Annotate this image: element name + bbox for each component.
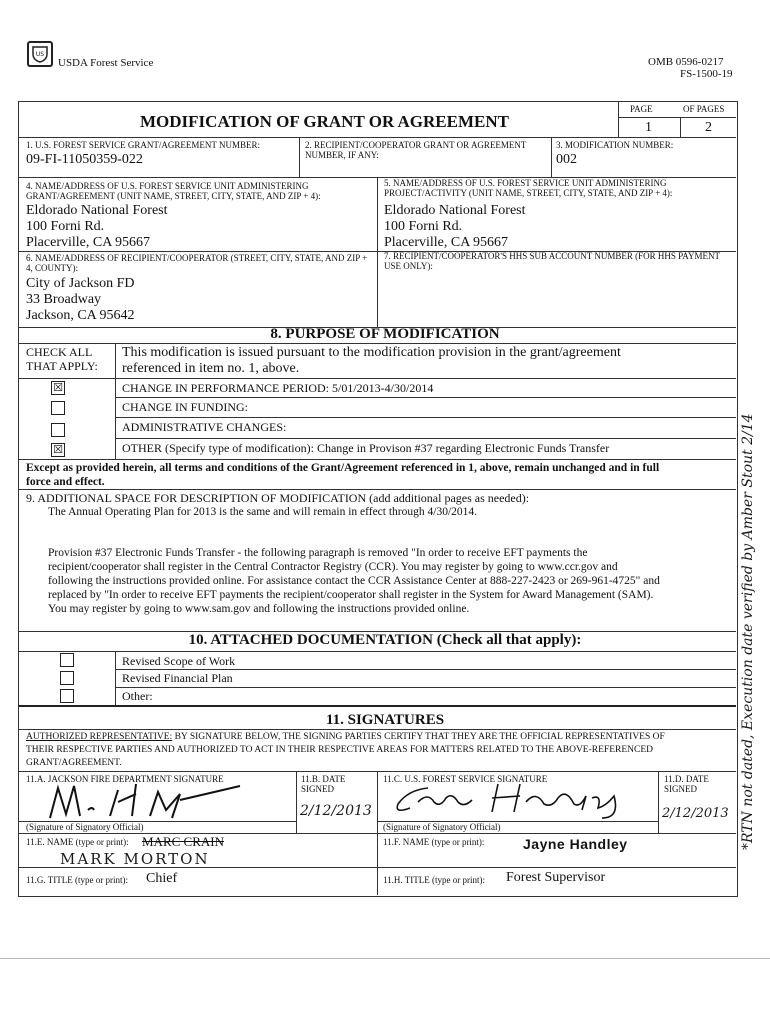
except-line-1: Except as provided herein, all terms and conditions of the Grant/Agreement referenced in 1, above, remain unchanged and in full	[26, 462, 660, 474]
field-4-line-1: Eldorado National Forest	[26, 203, 168, 218]
checkbox-funding[interactable]	[51, 401, 65, 415]
checkbox-performance-period[interactable]: ☒	[51, 381, 65, 395]
field-11e-handwritten: MARK MORTON	[60, 850, 210, 868]
field-11h-value: Forest Supervisor	[506, 870, 606, 885]
field-5-line-2: 100 Forni Rd.	[384, 219, 463, 234]
form-title: MODIFICATION OF GRANT OR AGREEMENT	[140, 112, 509, 131]
field-3-value: 002	[556, 152, 577, 167]
checkbox-revised-financial[interactable]	[60, 671, 74, 685]
attached-item-scope: Revised Scope of Work	[122, 654, 236, 668]
field-2-label	[305, 140, 545, 160]
cert-line-1: BY SIGNATURE BELOW, THE SIGNING PARTIES CERTIFY THAT THEY ARE THE OFFICIAL REPRESENTATIVES OF	[172, 732, 665, 742]
field-1-label: 1. U.S. FOREST SERVICE GRANT/AGREEMENT NUMBER:	[26, 140, 260, 150]
check-all-line-1: CHECK ALL	[26, 345, 93, 359]
field-11c-label: 11.C. U.S. FOREST SERVICE SIGNATURE	[383, 774, 548, 784]
shield-icon	[29, 43, 51, 65]
purpose-intro-line-2: referenced in item no. 1, above.	[122, 361, 300, 376]
field-11g-value: Chief	[146, 871, 178, 886]
provision-line-1: Provision #37 Electronic Funds Transfer - the following paragraph is removed "In order to receive EFT payments the	[48, 547, 588, 559]
field-11e-struck: MARC CRAIN	[142, 834, 224, 849]
section-8-title: 8. PURPOSE OF MODIFICATION	[270, 326, 500, 342]
provision-line-3: following the instructions provided online. For assistance contact the CCR Assistance Center at 888-227-2423 or 269-961-4725" and	[48, 575, 660, 587]
field-9-label: 9. ADDITIONAL SPACE FOR DESCRIPTION OF MODIFICATION (add additional pages as needed):	[26, 491, 530, 505]
field-11e-label: 11.E. NAME (type or print):	[26, 837, 129, 847]
field-4-line-3: Placerville, CA 95667	[26, 235, 151, 250]
section-10-title: 10. ATTACHED DOCUMENTATION (Check all that apply):	[188, 632, 582, 648]
cooperator-signature	[40, 780, 270, 825]
field-1-value: 09-FI-11050359-022	[26, 152, 143, 167]
margin-note: *RTN not dated, Execution date verified by Amber Stout 2/14	[740, 413, 756, 850]
cert-line-3: GRANT/AGREEMENT.	[26, 758, 122, 768]
field-11f-value: Jayne Handley	[523, 836, 628, 852]
check-all-line-2: THAT APPLY:	[26, 359, 98, 373]
field-2-label-text: 2. RECIPIENT/COOPERATOR GRANT OR AGREEMENT NUMBER, IF ANY:	[305, 140, 527, 160]
attached-item-financial: Revised Financial Plan	[122, 671, 233, 685]
purpose-item-other: OTHER (Specify type of modification): Change in Provison #37 regarding Electronic Funds Transfer	[122, 441, 610, 455]
of-pages-label: OF PAGES	[683, 104, 725, 114]
except-line-2: force and effect.	[26, 476, 105, 488]
field-11b-label: 11.B. DATE SIGNED	[301, 774, 346, 794]
field-5-line-1: Eldorado National Forest	[384, 203, 526, 218]
aop-line: The Annual Operating Plan for 2013 is the same and will remain in effect through 4/30/2014.	[48, 506, 478, 518]
section-11-title: 11. SIGNATURES	[325, 712, 445, 728]
cert-line-2: THEIR RESPECTIVE PARTIES AND AUTHORIZED TO ACT IN THEIR RESPECTIVE AREAS FOR MATTERS RELATED TO THE ABOVE-REFERENCED	[26, 745, 653, 755]
of-pages-value: 2	[705, 120, 712, 135]
field-6-line-2: 33 Broadway	[26, 292, 102, 307]
field-6-line-3: Jackson, CA 95642	[26, 308, 135, 323]
purpose-item-funding: CHANGE IN FUNDING:	[122, 400, 248, 414]
field-7-label: 7. RECIPIENT/COOPERATOR'S HHS SUB ACCOUNT NUMBER (FOR HHS PAYMENT USE ONLY):	[384, 251, 720, 271]
cert-lead: AUTHORIZED REPRESENTATIVE:	[26, 732, 173, 742]
field-3-label: 3. MODIFICATION NUMBER:	[556, 140, 674, 150]
field-11a-label: 11.A. JACKSON FIRE DEPARTMENT SIGNATURE	[26, 774, 224, 784]
sig-caption-left: (Signature of Signatory Official)	[26, 822, 144, 832]
field-11g-label: 11.G. TITLE (type or print):	[26, 875, 128, 885]
checkbox-other[interactable]: ☒	[51, 443, 65, 457]
field-5-line-3: Placerville, CA 95667	[384, 235, 509, 250]
date-signed-11d: 2/12/2013	[662, 806, 729, 821]
field-4-line-2: 100 Forni Rd.	[26, 219, 105, 234]
provision-line-2: recipient/cooperator shall register in the Central Contractor Registry (CCR). You may register by going to www.ccr.gov and	[48, 561, 618, 573]
field-11f-label: 11.F. NAME (type or print):	[383, 837, 485, 847]
svg-text:US: US	[35, 51, 45, 58]
checkbox-revised-scope[interactable]	[60, 653, 74, 667]
field-11d-label: 11.D. DATE SIGNED	[664, 774, 709, 794]
field-6-line-1: City of Jackson FD	[26, 276, 135, 291]
form-number: FS-1500-19	[680, 68, 733, 80]
page-label: PAGE	[630, 104, 653, 114]
field-11h-label: 11.H. TITLE (type or print):	[383, 875, 485, 885]
sig-caption-right: (Signature of Signatory Official)	[383, 822, 501, 832]
attached-item-other: Other:	[122, 689, 153, 703]
date-signed-11b: 2/12/2013	[300, 803, 372, 819]
purpose-intro-line-1: This modification is issued pursuant to the modification provision in the grant/agreement	[122, 345, 621, 360]
purpose-item-performance-period: CHANGE IN PERFORMANCE PERIOD: 5/01/2013-4/30/2014	[122, 381, 434, 395]
omb-number: OMB 0596-0217	[648, 56, 724, 68]
page-value: 1	[645, 120, 652, 135]
forest-service-signature	[388, 778, 653, 820]
agency-name: USDA Forest Service	[58, 57, 154, 69]
certification-text	[26, 731, 665, 770]
provision-line-4: replaced by "In order to receive EFT payments the recipient/cooperator shall register in the System for Award Management (SAM).	[48, 589, 654, 601]
purpose-item-administrative: ADMINISTRATIVE CHANGES:	[122, 420, 287, 434]
provision-line-5: You may register by going to www.sam.gov and following the instructions provided online.	[48, 603, 470, 615]
usda-logo	[27, 41, 53, 67]
checkbox-administrative[interactable]	[51, 423, 65, 437]
checkbox-other-doc[interactable]	[60, 689, 74, 703]
field-4-label: 4. NAME/ADDRESS OF U.S. FOREST SERVICE UNIT ADMINISTERING GRANT/AGREEMENT (UNIT NAME, STREET, CITY, STATE, AND ZIP + 4):	[26, 181, 321, 201]
field-5-label: 5. NAME/ADDRESS OF U.S. FOREST SERVICE UNIT ADMINISTERING PROJECT/ACTIVITY (UNIT NAME, STREET, CITY, STATE, AND ZIP + 4):	[384, 178, 673, 198]
field-6-label: 6. NAME/ADDRESS OF RECIPIENT/COOPERATOR (STREET, CITY, STATE, AND ZIP + 4, COUNTY):	[26, 253, 368, 273]
